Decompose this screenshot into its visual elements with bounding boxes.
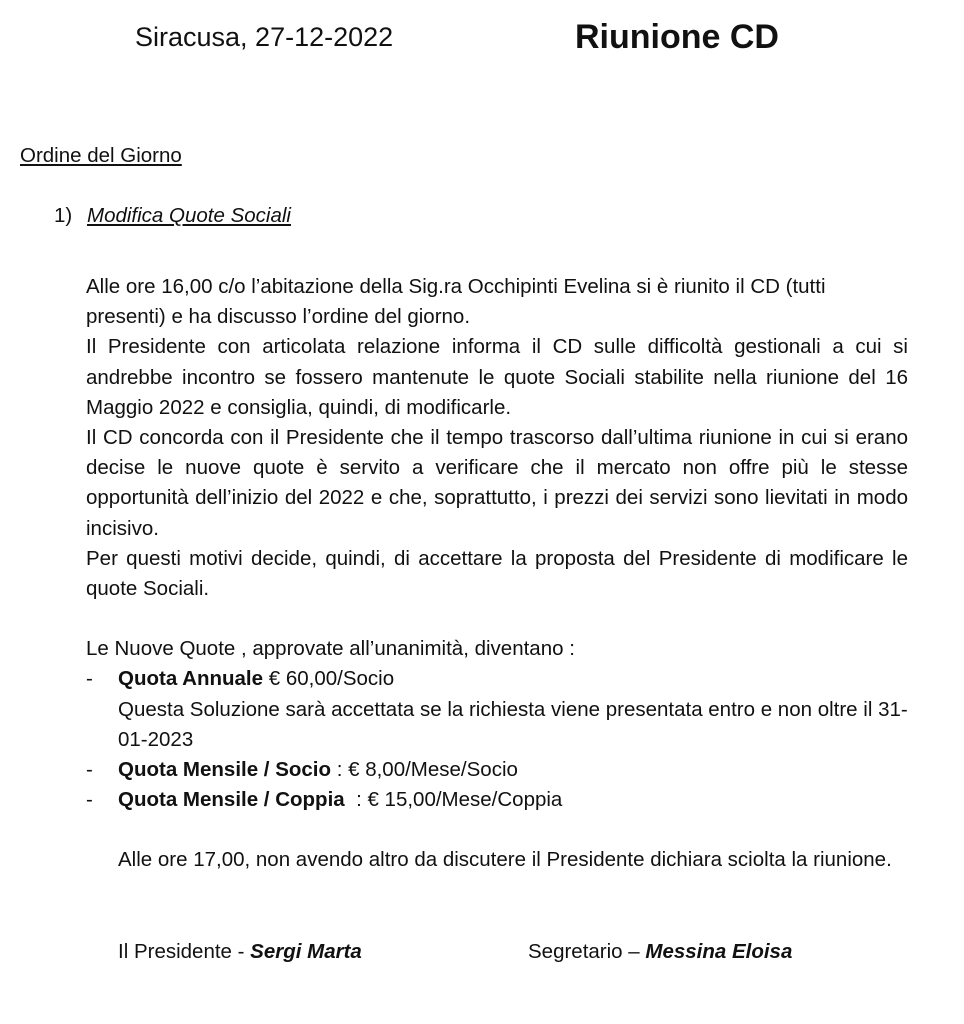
place-date: Siracusa, 27-12-2022 [135,22,394,52]
agenda-heading: Ordine del Giorno [20,144,182,167]
quote-item-monthly-member: - Quota Mensile / Socio : € 8,00/Mese/Socio [86,758,518,782]
president-name: Sergi Marta [250,940,362,963]
paragraph-cd-agreement: Il CD concorda con il Presidente che il tempo trascorso dall’ultima riunione in cui si erano decise le nuove quote è servito a verificare che il mercato non offre più le stesse opportunità dell’inizio del 2022 e che, soprattutto, i prezzi dei servizi sono lievitati in modo incisivo. [86,426,908,540]
president-signature [118,940,362,964]
secretary-signature [528,940,792,964]
closing-statement: Alle ore 17,00, non avendo altro da discutere il Presidente dichiara sciolta la riunione. [118,848,892,872]
quote-value: : € 8,00/Mese/Socio [331,758,518,782]
president-label: Il Presidente - [118,940,251,963]
minutes-body [86,272,908,876]
paragraph-decision: Per questi motivi decide, quindi, di accettare la proposta del Presidente di modificare le quote Sociali. [86,546,908,601]
agenda-item-title: Modifica Quote Sociali [87,204,291,227]
quote-value: € 60,00/Socio [263,667,395,691]
agenda-item-number: 1) [54,204,73,227]
secretary-name: Messina Eloisa [645,940,793,963]
quote-label: Quota Annuale [118,667,264,691]
document-title: Riunione CD [575,18,779,56]
quotes-intro: Le Nuove Quote , approvate all’unanimità, diventano : [86,637,575,661]
paragraph-president-report: Il Presidente con articolata relazione informa il CD sulle difficoltà gestionali a cui si andrebbe incontro se fossero mantenute le quote Sociali stabilite nella riunione del 16 Maggio 2022 e consiglia, quindi, di modificarle. [86,335,908,419]
quote-item-monthly-couple: - Quota Mensile / Coppia : € 15,00/Mese/Coppia [86,788,563,812]
paragraph-meeting-start: Alle ore 16,00 c/o l’abitazione della Sig.ra Occhipinti Evelina si è riunito il CD (tutti presenti) e ha discusso l’ordine del giorno. [86,275,826,329]
quote-item-annual: - Quota Annuale € 60,00/Socio Questa Soluzione sarà accettata se la richiesta viene presentata entro e non oltre il 31-01-2023 [86,664,908,755]
quote-label: Quota Mensile / Socio [118,758,332,782]
quote-value: : € 15,00/Mese/Coppia [344,788,563,812]
quote-label: Quota Mensile / Coppia [118,788,345,812]
quote-note: Questa Soluzione sarà accettata se la richiesta viene presentata entro e non oltre il 31-01-2023 [118,697,908,751]
quotes-list [86,664,908,815]
secretary-label: Segretario – [528,940,646,963]
